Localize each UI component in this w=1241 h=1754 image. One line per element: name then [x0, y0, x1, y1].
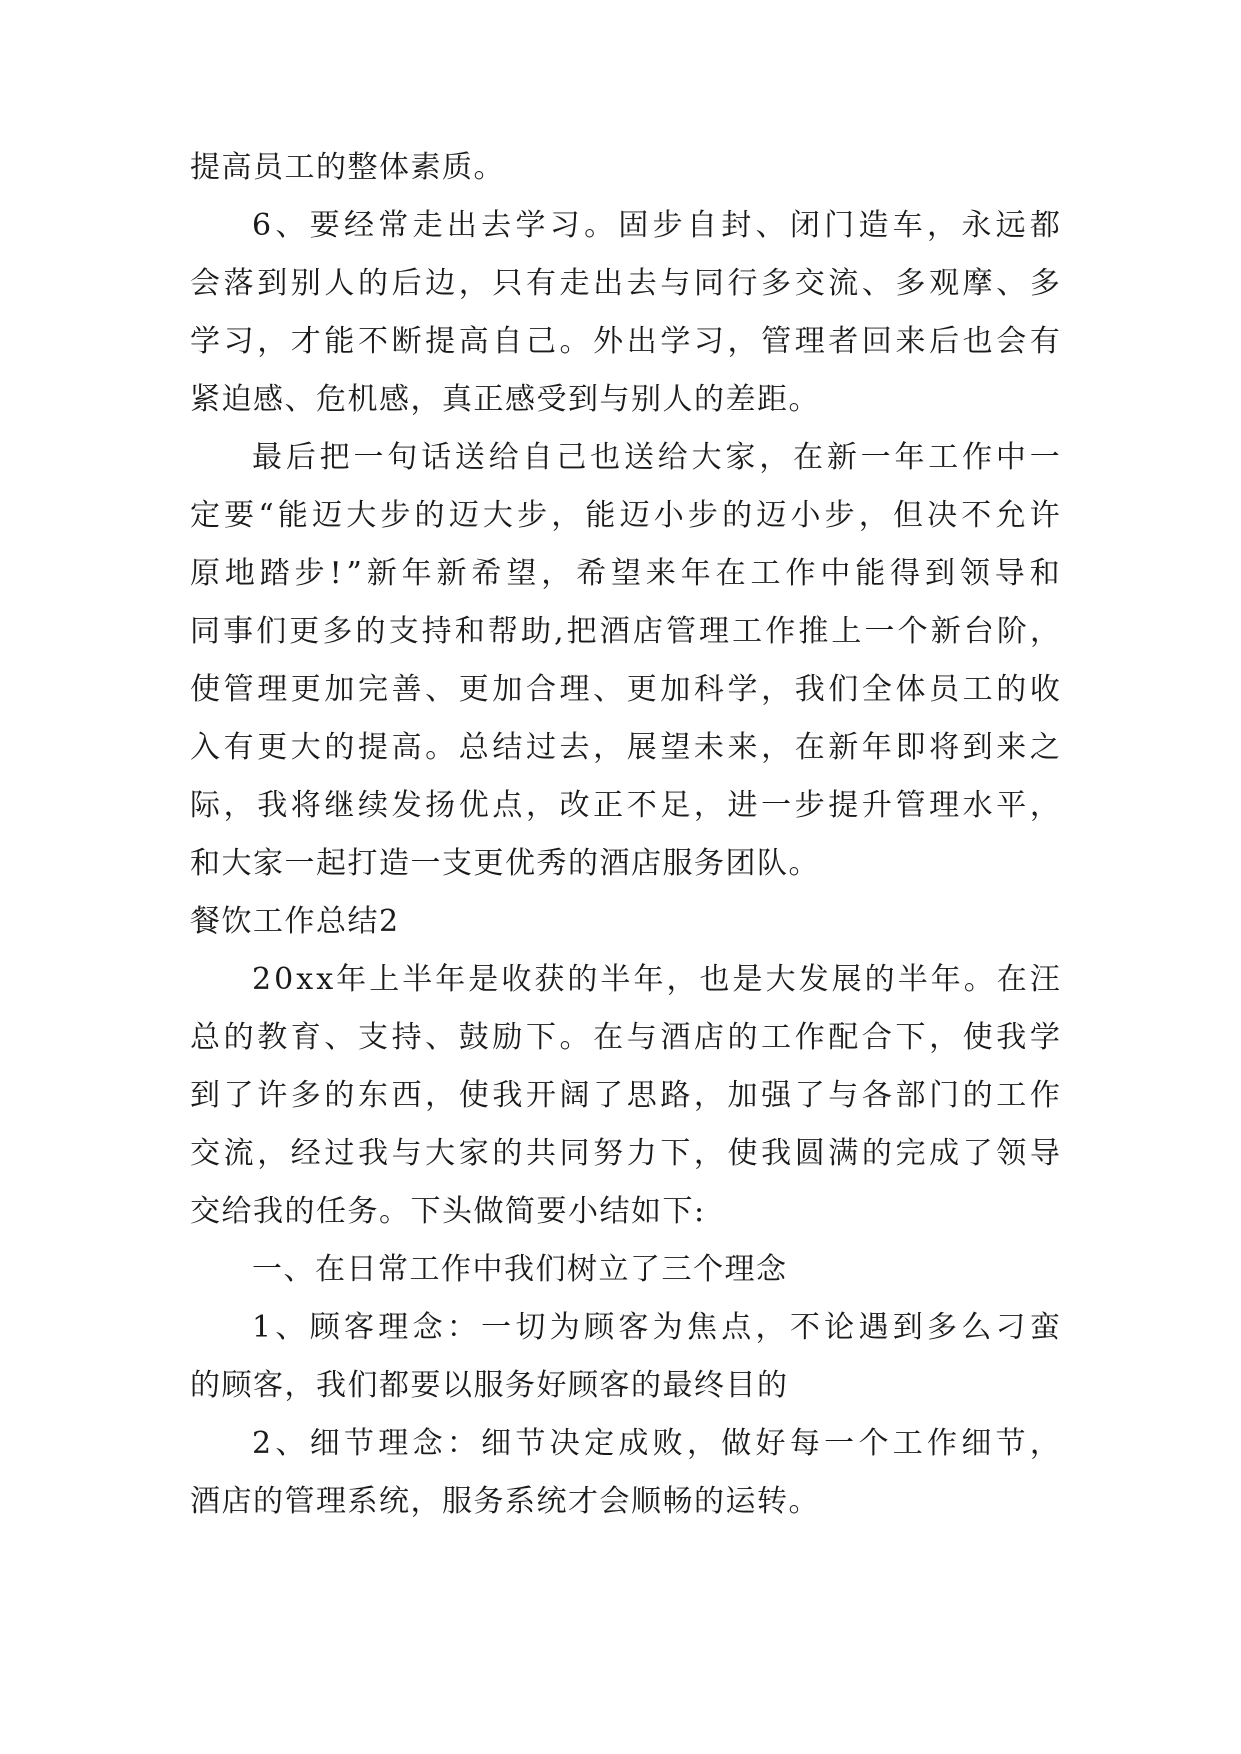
- text-line: 交 流 ， 经 过 我 与 大 家 的 共 同 努 力 下 ， 使 我 圆 满 的 完 成 了 领 导: [190, 1136, 1060, 1171]
- text-line: 酒店的管理系统，服务系统才会顺畅的运转。: [190, 1484, 820, 1519]
- text-line: 的顾客，我们都要以服务好顾客的最终目的: [190, 1368, 789, 1403]
- text-line: 2 0 x x 年 上 半 年 是 收 获 的 半 年 ， 也 是 大 发 展 的 半 年 。 在 汪: [252, 962, 1060, 997]
- text-line: 使 管 理 更 加 完 善 、 更 加 合 理 、 更 加 科 学 ， 我 们 全 体 员 工 的 收: [190, 672, 1060, 707]
- text-line: 交给我的任务。下头做简要小结如下:: [190, 1194, 706, 1229]
- text-line: 原 地 踏 步 ! ” 新 年 新 希 望 ， 希 望 来 年 在 工 作 中 能 得 到 领 导 和: [190, 556, 1060, 591]
- text-line: 1 、 顾 客 理 念 ： 一 切 为 顾 客 为 焦 点 ， 不 论 遇 到 多 么 刁 蛮: [252, 1310, 1060, 1345]
- text-line: 6 、 要 经 常 走 出 去 学 习 。 固 步 自 封 、 闭 门 造 车 ， 永 远 都: [252, 208, 1060, 243]
- text-line: 一、在日常工作中我们树立了三个理念: [252, 1252, 788, 1287]
- text-line: 同 事 们 更 多 的 支 持 和 帮 助 , 把 酒 店 管 理 工 作 推 上 一 个 新 台 阶 ，: [190, 614, 1060, 649]
- text-line: 际 ， 我 将 继 续 发 扬 优 点 ， 改 正 不 足 ， 进 一 步 提 升 管 理 水 平 ，: [190, 788, 1060, 823]
- text-line: 2 、 细 节 理 念 ： 细 节 决 定 成 败 ， 做 好 每 一 个 工 作 细 节 ，: [252, 1426, 1060, 1461]
- text-line: 会 落 到 别 人 的 后 边 ， 只 有 走 出 去 与 同 行 多 交 流 、 多 观 摩 、 多: [190, 266, 1060, 301]
- text-line: 总 的 教 育 、 支 持 、 鼓 励 下 。 在 与 酒 店 的 工 作 配 合 下 ， 使 我 学: [190, 1020, 1060, 1055]
- text-line: 到 了 许 多 的 东 西 ， 使 我 开 阔 了 思 路 ， 加 强 了 与 各 部 门 的 工 作: [190, 1078, 1060, 1113]
- text-line: 提高员工的整体素质。: [190, 150, 505, 185]
- text-line: 和大家一起打造一支更优秀的酒店服务团队。: [190, 846, 820, 881]
- section-heading: 餐饮工作总结2: [190, 904, 400, 939]
- text-line: 紧迫感、危机感，真正感受到与别人的差距。: [190, 382, 820, 417]
- text-line: 定 要 “ 能 迈 大 步 的 迈 大 步 ， 能 迈 小 步 的 迈 小 步 ， 但 决 不 允 许: [190, 498, 1060, 533]
- text-line: 最 后 把 一 句 话 送 给 自 己 也 送 给 大 家 ， 在 新 一 年 工 作 中 一: [252, 440, 1060, 475]
- text-line: 入 有 更 大 的 提 高 。 总 结 过 去 ， 展 望 未 来 ， 在 新 年 即 将 到 来 之: [190, 730, 1060, 765]
- text-line: 学 习 ， 才 能 不 断 提 高 自 己 。 外 出 学 习 ， 管 理 者 回 来 后 也 会 有: [190, 324, 1060, 359]
